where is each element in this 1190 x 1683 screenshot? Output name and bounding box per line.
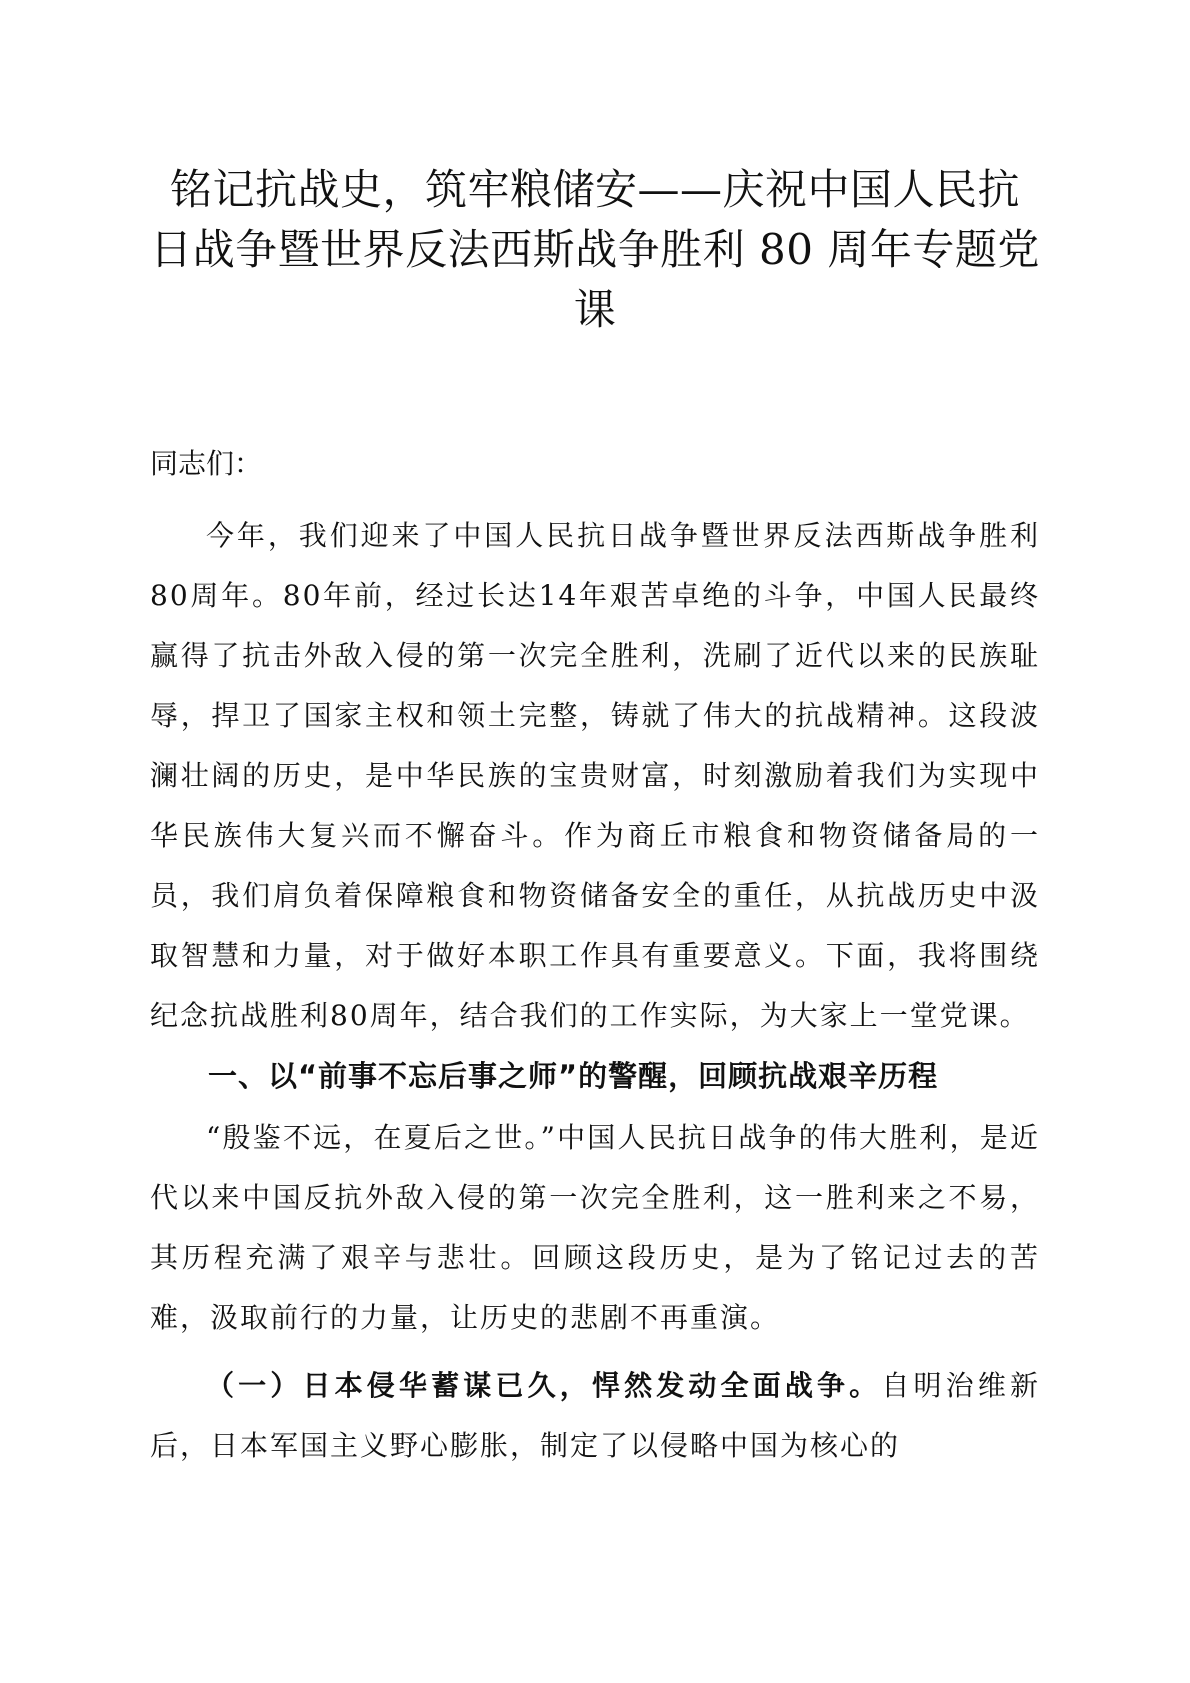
subsection-1-paragraph — [150, 1356, 1040, 1476]
section-heading-1: 一、以“前事不忘后事之师”的警醒，回顾抗战艰辛历程 — [208, 1059, 939, 1093]
document-title: 铭记抗战史，筑牢粮储安——庆祝中国人民抗日战争暨世界反法西斯战争胜利 80 周年专题党课 — [150, 165, 1040, 334]
section-1-paragraph: “殷鉴不远，在夏后之世。”中国人民抗日战争的伟大胜利，是近代以来中国反抗外敌入侵的第一次完全胜利，这一胜利来之不易，其历程充满了艰辛与悲壮。回顾这段历史，是为了铭记过去的苦难，汲取前行的力量，让历史的悲剧不再重演。 — [150, 1121, 1040, 1334]
intro-paragraph: 今年，我们迎来了中国人民抗日战争暨世界反法西斯战争胜利80周年。80年前，经过长达14年艰苦卓绝的斗争，中国人民最终赢得了抗击外敌入侵的第一次完全胜利，洗刷了近代以来的民族耻辱，捍卫了国家主权和领土完整，铸就了伟大的抗战精神。这段波澜壮阔的历史，是中华民族的宝贵财富，时刻激励着我们为实现中华民族伟大复兴而不懈奋斗。作为商丘市粮食和物资储备局的一员，我们肩负着保障粮食和物资储备安全的重任，从抗战历史中汲取智慧和力量，对于做好本职工作具有重要意义。下面，我将围绕纪念抗战胜利80周年，结合我们的工作实际，为大家上一堂党课。 — [150, 519, 1040, 1032]
subsection-1-lead: （一）日本侵华蓄谋已久，悍然发动全面战争。 — [206, 1369, 882, 1402]
document-page — [150, 160, 1040, 1476]
subsection-1-text: 自明治维新后，日本军国主义野心膨胀，制定了以侵略中国为核心的 — [150, 1369, 1040, 1462]
greeting: 同志们： — [150, 447, 263, 480]
